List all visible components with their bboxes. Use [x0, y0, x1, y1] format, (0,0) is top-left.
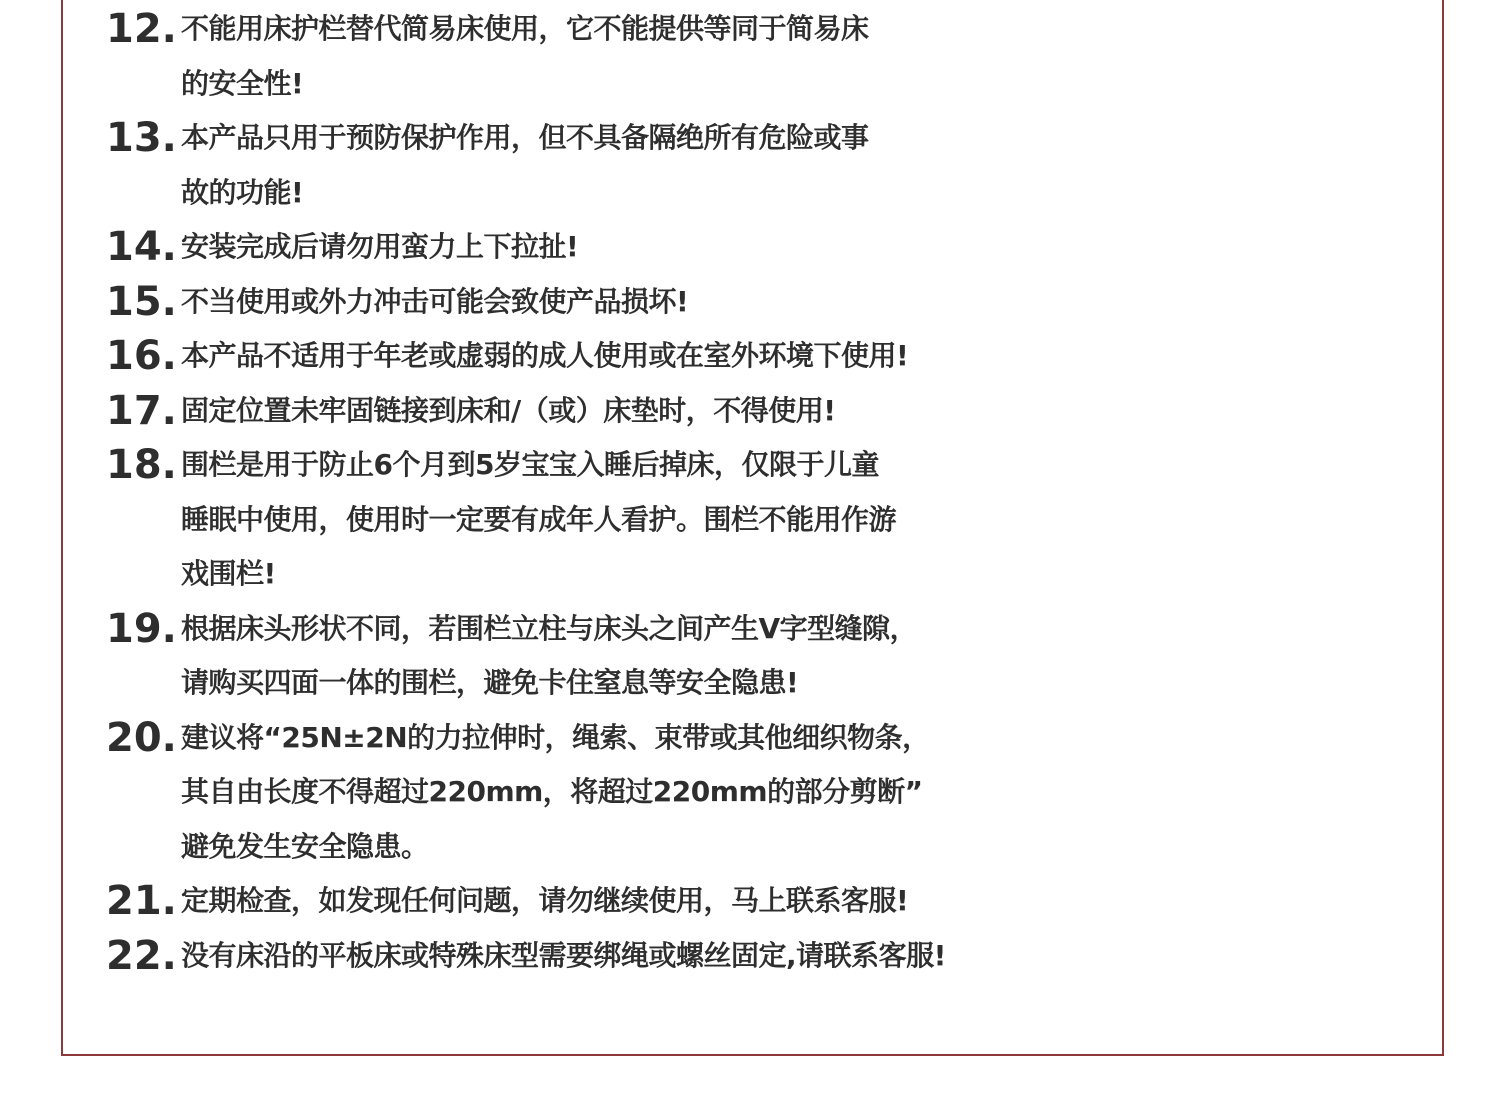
note-number: 17. [106, 387, 177, 434]
note-line: 故的功能! [181, 175, 304, 209]
note-number: 15. [106, 278, 177, 325]
note-line: 本产品不适用于年老或虚弱的成人使用或在室外环境下使用! [181, 339, 909, 372]
note-number: 22. [106, 932, 177, 979]
note-number: 18. [106, 442, 177, 488]
note-line: 其自由长度不得超过220mm，将超过220mm的部分剪断” [181, 775, 923, 808]
note-line: 避免发生安全隐患。 [181, 829, 429, 863]
note-text [181, 275, 1436, 330]
note-item-13 [106, 111, 1436, 220]
note-line: 戏围栏! [181, 557, 276, 590]
note-text [181, 929, 1436, 984]
note-line: 不能用床护栏替代简易床使用，它不能提供等同于简易床 [181, 12, 869, 45]
note-item-15 [106, 275, 1436, 330]
note-text [181, 711, 1436, 875]
note-text [181, 384, 1436, 439]
note-item-12 [106, 2, 1436, 111]
note-number: 20. [106, 714, 177, 761]
note-number: 14. [106, 224, 177, 270]
note-number: 13. [106, 115, 177, 161]
note-item-21 [106, 874, 1436, 929]
note-item-19 [106, 602, 1436, 711]
note-line: 定期检查，如发现任何问题，请勿继续使用，马上联系客服! [181, 884, 909, 917]
note-text [181, 874, 1436, 929]
note-line: 固定位置未牢固链接到床和/（或）床垫时，不得使用! [181, 393, 836, 427]
note-number: 21. [106, 878, 177, 924]
note-text [181, 438, 1436, 602]
note-line: 安装完成后请勿用蛮力上下拉扯! [181, 230, 579, 263]
note-text [181, 602, 1436, 711]
note-number: 12. [106, 6, 177, 52]
note-item-14 [106, 220, 1436, 275]
note-line: 本产品只用于预防保护作用，但不具备隔绝所有危险或事 [181, 121, 869, 154]
note-line: 没有床沿的平板床或特殊床型需要绑绳或螺丝固定,请联系客服! [181, 938, 946, 972]
note-text [181, 2, 1436, 111]
note-text [181, 111, 1436, 220]
note-text [181, 329, 1436, 384]
safety-notes-list [106, 2, 1436, 983]
note-line: 的安全性! [181, 66, 304, 100]
note-number: 19. [106, 605, 177, 652]
note-number: 16. [106, 333, 177, 379]
note-line: 睡眠中使用，使用时一定要有成年人看护。围栏不能用作游 [181, 502, 897, 536]
note-item-20 [106, 711, 1436, 875]
note-line: 围栏是用于防止6个月到5岁宝宝入睡后掉床，仅限于儿童 [181, 448, 879, 481]
note-item-22 [106, 929, 1436, 984]
note-item-16 [106, 329, 1436, 384]
note-line: 不当使用或外力冲击可能会致使产品损坏! [181, 284, 689, 318]
note-line: 根据床头形状不同，若围栏立柱与床头之间产生V字型缝隙， [181, 611, 918, 645]
note-item-17 [106, 384, 1436, 439]
note-text [181, 220, 1436, 275]
note-item-18 [106, 438, 1436, 602]
note-line: 建议将“25N±2N的力拉伸时，绳索、束带或其他细织物条， [181, 720, 930, 754]
note-line: 请购买四面一体的围栏，避免卡住窒息等安全隐患! [181, 666, 799, 699]
